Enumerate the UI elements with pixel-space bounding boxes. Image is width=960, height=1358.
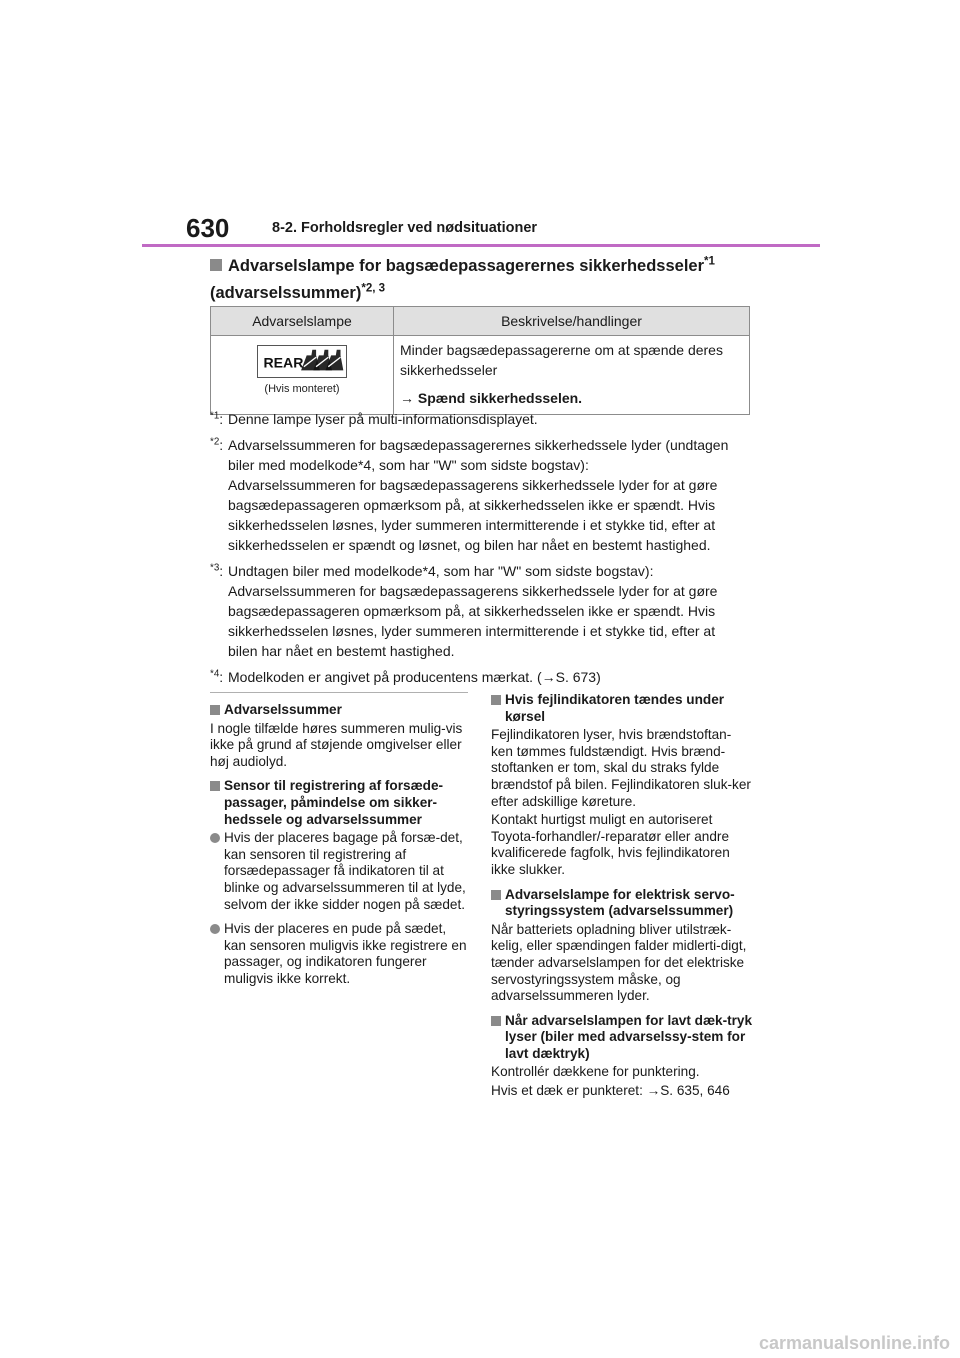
warning-light-table (210, 306, 750, 415)
action-text: Spænd sikkerhedsselen. (417, 390, 583, 406)
square-bullet-icon (491, 695, 501, 705)
square-bullet-icon (210, 705, 220, 715)
subsection-title: Sensor til registrering af forsæde-passager, påmindelse om sikker-hedssele og advarselssummer (210, 778, 468, 828)
page-heading: Advarselslampe for bagsædepassagerernes sikkerhedsseler$^{*1}$ (advarselssummer)$^{*2, 3}$ (210, 255, 715, 302)
paragraph: Fejlindikatoren lyser, hvis brændstoftan-ken tømmes fuldstændigt. Hvis brænd-stoftanken er tom, skal du straks fylde brændstof på bilen. Fejlindikatoren sluk-ker efter adskillige køreture. (491, 727, 751, 809)
description-text: Minder bagsædepassagererne om at spænde deres sikkerhedsseler (400, 342, 723, 378)
left-column (210, 702, 468, 996)
footnotes (210, 409, 750, 693)
square-bullet-icon (210, 781, 220, 791)
arrow-icon: → (400, 390, 414, 406)
right-column (491, 692, 753, 1108)
list-item: Hvis der placeres en pude på sædet, kan sensoren muligvis ikke registrere en passager, og indikatoren fungerer muligvis ikke korrekt. (210, 921, 468, 987)
square-bullet-icon (491, 890, 501, 900)
circle-bullet-icon (210, 833, 220, 843)
rear-seatbelt-reminder-icon (257, 345, 347, 378)
subsection-title: Når advarselslampen for lavt dæk-tryk lyser (biler med advarselssy-stem for lavt dæktryk) (491, 1013, 753, 1063)
svg-text:REAR: REAR (263, 354, 304, 371)
table-header-light: Advarselslampe (211, 307, 394, 336)
list-item: Hvis der placeres bagage på forsæ-det, kan sensoren til registrering af forsædepassager få indikatoren til at blinke og advarselssummeren til at lyde, selvom der ikke sidder nogen på sædet. (210, 830, 468, 913)
footnote: $^{*1}$: Denne lampe lyser på multi-informationsdisplayet. (210, 410, 538, 427)
footnote: $^{*2}$: Advarselssummeren for bagsædepassagerernes sikkerhedssele lyder (undtagen biler med modelkode*4, som har "W" som sidste bogstav): Advarselssummeren for bagsædepassagerens sikkerhedssele lyder for at gøre bagsædepassageren opmærksom på, at sikkerhedsselen ikke er spændt. Hvis sikkerhedsselen løsnes, lyder summeren intermitterende i et stykke tid, efter at sikkerhedsselen er spændt og løsnet, og bilen har nået en bestemt hastighed. (210, 436, 729, 553)
column-rule (210, 692, 468, 693)
icon-caption: (Hvis monteret) (264, 383, 340, 395)
footnote: $^{*3}$: Undtagen biler med modelkode*4, som har "W" som sidste bogstav): Advarselssummeren for bagsædepassagerens sikkerhedssele lyder for at gøre bagsædepassageren opmærksom på, at sikkerhedsselen ikke er spændt. Hvis sikkerhedsselen løsnes, lyder summeren intermitterende i et stykke tid, efter at bilen har nået en bestemt hastighed. (210, 562, 718, 659)
page-number: 630 (186, 213, 230, 243)
heading-line2: (advarselssummer) (210, 284, 362, 302)
square-bullet-icon (491, 1016, 501, 1026)
paragraph: Hvis et dæk er punkteret: →S. 635, 646 (491, 1083, 730, 1099)
table-row (211, 336, 750, 415)
watermark: carmanualsonline.info (758, 1333, 950, 1353)
paragraph: Kontrollér dækkene for punktering. (491, 1064, 700, 1080)
square-bullet-icon (210, 259, 222, 271)
paragraph: Kontakt hurtigst muligt en autoriseret Toyota-forhandler/-reparatør eller andre kvalificerede fagfolk, hvis fejlindikatoren ikke slukker. (491, 812, 730, 877)
subsection-title: Advarselssummer (210, 702, 468, 719)
section-title: 8-2. Forholdsregler ved nødsituationer (272, 220, 538, 236)
paragraph: I nogle tilfælde høres summeren mulig-vis ikke på grund af støjende omgivelser eller høj audiolyd. (210, 720, 463, 769)
circle-bullet-icon (210, 924, 220, 934)
subsection-title: Advarselslampe for elektrisk servo-styringssystem (advarselssummer) (491, 887, 753, 920)
subsection-title: Hvis fejlindikatoren tændes under kørsel (491, 692, 753, 725)
footnote: $^{*4}$: Modelkoden er angivet på producentens mærkat. (→S. 673) (210, 668, 601, 685)
paragraph: Når batteriets opladning bliver utilstræk-kelig, eller spændingen falder midlerti-digt, tænder advarselslampen for det elektriske servostyringssystem måske, og advarselssummeren lyder. (491, 921, 747, 1004)
table-header-description: Beskrivelse/handlinger (394, 307, 750, 336)
header-rule (142, 244, 820, 247)
